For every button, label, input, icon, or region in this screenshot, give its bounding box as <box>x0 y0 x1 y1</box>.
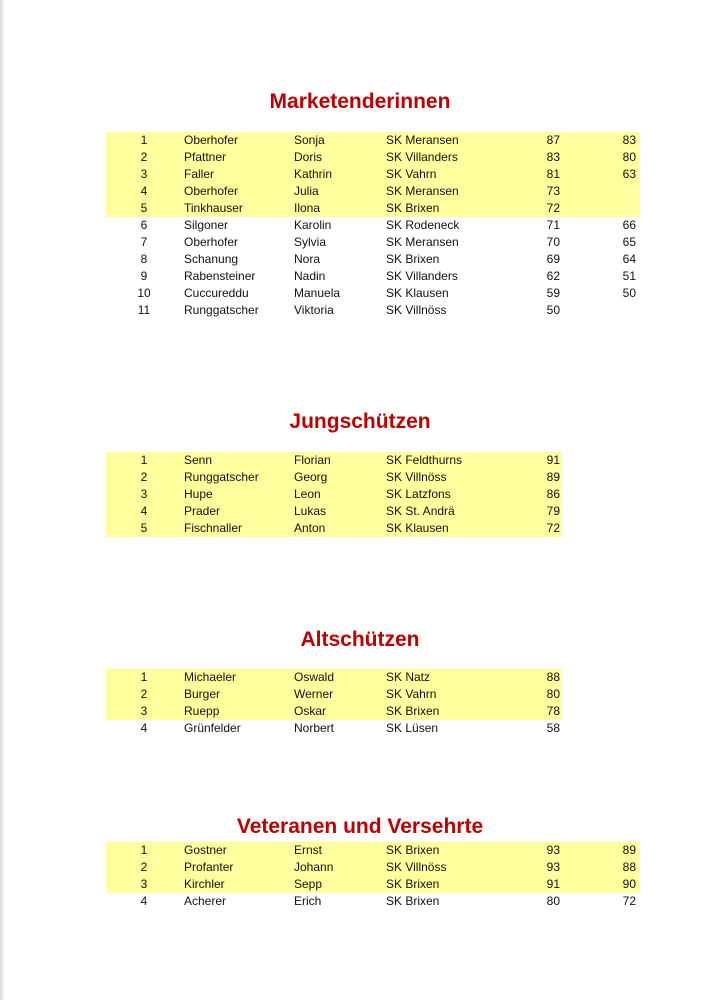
last-name-cell: Burger <box>184 687 221 701</box>
table-row <box>106 149 640 166</box>
club-cell: SK Klausen <box>386 521 449 535</box>
score-1-cell: 86 <box>546 487 560 501</box>
first-name-cell: Florian <box>294 453 331 467</box>
table-row <box>106 234 640 251</box>
club-cell: SK Natz <box>386 670 431 684</box>
last-name-cell: Acherer <box>184 894 227 908</box>
rank-cell: 3 <box>140 704 148 718</box>
club-cell: SK Brixen <box>386 894 440 908</box>
last-name-cell: Runggatscher <box>184 470 259 484</box>
first-name-cell: Julia <box>294 184 319 198</box>
section-title: Jungschützen <box>289 410 431 433</box>
score-1-cell: 71 <box>546 218 560 232</box>
score-1-cell: 58 <box>546 721 560 735</box>
score-1-cell: 72 <box>546 201 560 215</box>
score-1-cell: 89 <box>546 470 560 484</box>
club-cell: SK Klausen <box>386 286 449 300</box>
first-name-cell: Ilona <box>294 201 321 215</box>
table-row <box>106 520 562 537</box>
rank-cell: 7 <box>140 235 148 249</box>
rank-cell: 1 <box>140 453 148 467</box>
table-row <box>106 452 562 469</box>
table-row <box>106 686 562 703</box>
first-name-cell: Sylvia <box>294 235 327 249</box>
last-name-cell: Gostner <box>184 843 227 857</box>
last-name-cell: Ruepp <box>184 704 220 718</box>
score-1-cell: 80 <box>546 687 560 701</box>
last-name-cell: Grünfelder <box>184 721 241 735</box>
score-1-cell: 73 <box>546 184 560 198</box>
club-cell: SK Vahrn <box>386 167 437 181</box>
club-cell: SK Meransen <box>386 184 459 198</box>
last-name-cell: Oberhofer <box>184 235 239 249</box>
score-1-cell: 59 <box>546 286 560 300</box>
score-1-cell: 83 <box>546 150 560 164</box>
table-row <box>106 720 562 737</box>
first-name-cell: Anton <box>294 521 326 535</box>
score-2-cell: 80 <box>622 150 636 164</box>
rank-cell: 2 <box>140 470 148 484</box>
results-table <box>106 132 640 319</box>
rank-cell: 4 <box>140 504 148 518</box>
score-1-cell: 62 <box>546 269 560 283</box>
score-2-cell: 89 <box>622 843 636 857</box>
club-cell: SK Lüsen <box>386 721 439 735</box>
first-name-cell: Georg <box>294 470 328 484</box>
last-name-cell: Michaeler <box>184 670 237 684</box>
score-2-cell: 63 <box>622 167 636 181</box>
score-2-cell: 64 <box>622 252 636 266</box>
score-1-cell: 93 <box>546 860 560 874</box>
last-name-cell: Oberhofer <box>184 184 239 198</box>
rank-cell: 10 <box>137 286 151 300</box>
first-name-cell: Kathrin <box>294 167 333 181</box>
section-title: Marketenderinnen <box>269 90 451 113</box>
score-2-cell: 72 <box>622 894 636 908</box>
last-name-cell: Tinkhauser <box>184 201 243 215</box>
table-row <box>106 285 640 302</box>
table-row <box>106 893 640 910</box>
club-cell: SK Villnöss <box>386 303 447 317</box>
results-table <box>106 452 562 537</box>
club-cell: SK Brixen <box>386 201 440 215</box>
score-1-cell: 70 <box>546 235 560 249</box>
last-name-cell: Schanung <box>184 252 239 266</box>
rank-cell: 9 <box>140 269 148 283</box>
club-cell: SK Brixen <box>386 843 440 857</box>
score-1-cell: 87 <box>546 133 560 147</box>
table-row <box>106 859 640 876</box>
rank-cell: 5 <box>140 521 148 535</box>
club-cell: SK Villnöss <box>386 860 447 874</box>
table-row <box>106 251 640 268</box>
table-row <box>106 842 640 859</box>
first-name-cell: Norbert <box>294 721 335 735</box>
rank-cell: 1 <box>140 843 148 857</box>
club-cell: SK Villanders <box>386 150 458 164</box>
score-1-cell: 91 <box>546 877 560 891</box>
score-2-cell: 90 <box>622 877 636 891</box>
score-1-cell: 88 <box>546 670 560 684</box>
score-2-cell: 51 <box>622 269 636 283</box>
first-name-cell: Doris <box>294 150 323 164</box>
last-name-cell: Silgoner <box>184 218 229 232</box>
club-cell: SK Brixen <box>386 704 440 718</box>
table-row <box>106 132 640 149</box>
first-name-cell: Leon <box>294 487 321 501</box>
club-cell: SK Meransen <box>386 133 459 147</box>
score-2-cell: 88 <box>622 860 636 874</box>
results-table <box>106 669 562 737</box>
rank-cell: 6 <box>140 218 148 232</box>
last-name-cell: Profanter <box>184 860 234 874</box>
club-cell: SK Feldthurns <box>386 453 463 467</box>
rank-cell: 1 <box>140 670 148 684</box>
first-name-cell: Lukas <box>294 504 327 518</box>
last-name-cell: Hupe <box>184 487 213 501</box>
first-name-cell: Werner <box>294 687 334 701</box>
score-1-cell: 50 <box>546 303 560 317</box>
club-cell: SK St. Andrä <box>386 504 455 518</box>
score-1-cell: 80 <box>546 894 560 908</box>
rank-cell: 8 <box>140 252 148 266</box>
club-cell: SK Meransen <box>386 235 459 249</box>
table-row <box>106 302 640 319</box>
score-2-cell: 83 <box>622 133 636 147</box>
club-cell: SK Latzfons <box>386 487 451 501</box>
rank-cell: 5 <box>140 201 148 215</box>
table-row <box>106 200 640 217</box>
rank-cell: 4 <box>140 721 148 735</box>
first-name-cell: Manuela <box>294 286 341 300</box>
rank-cell: 2 <box>140 150 148 164</box>
rank-cell: 11 <box>137 303 151 317</box>
rank-cell: 3 <box>140 167 148 181</box>
last-name-cell: Senn <box>184 453 213 467</box>
score-2-cell: 66 <box>622 218 636 232</box>
last-name-cell: Fischnaller <box>184 521 243 535</box>
rank-cell: 4 <box>140 894 148 908</box>
table-row <box>106 486 562 503</box>
club-cell: SK Villnöss <box>386 470 447 484</box>
score-2-cell: 50 <box>622 286 636 300</box>
rank-cell: 2 <box>140 860 148 874</box>
score-1-cell: 69 <box>546 252 560 266</box>
section-title: Altschützen <box>300 628 420 651</box>
club-cell: SK Brixen <box>386 252 440 266</box>
page-edge-shadow <box>0 0 4 1000</box>
section-title: Veteranen und Versehrte <box>236 815 484 838</box>
first-name-cell: Erich <box>294 894 322 908</box>
club-cell: SK Villanders <box>386 269 458 283</box>
last-name-cell: Kirchler <box>184 877 225 891</box>
first-name-cell: Viktoria <box>294 303 334 317</box>
table-row <box>106 669 562 686</box>
first-name-cell: Oswald <box>294 670 335 684</box>
first-name-cell: Ernst <box>294 843 323 857</box>
table-row <box>106 469 562 486</box>
last-name-cell: Faller <box>184 167 215 181</box>
last-name-cell: Cuccureddu <box>184 286 249 300</box>
last-name-cell: Rabensteiner <box>184 269 256 283</box>
table-row <box>106 217 640 234</box>
score-1-cell: 93 <box>546 843 560 857</box>
table-row <box>106 703 562 720</box>
first-name-cell: Sepp <box>294 877 323 891</box>
last-name-cell: Oberhofer <box>184 133 239 147</box>
first-name-cell: Johann <box>294 860 334 874</box>
first-name-cell: Nora <box>294 252 321 266</box>
score-1-cell: 79 <box>546 504 560 518</box>
results-table <box>106 842 640 910</box>
score-1-cell: 81 <box>546 167 560 181</box>
first-name-cell: Oskar <box>294 704 327 718</box>
score-1-cell: 72 <box>546 521 560 535</box>
first-name-cell: Sonja <box>294 133 325 147</box>
last-name-cell: Pfattner <box>184 150 227 164</box>
rank-cell: 1 <box>140 133 148 147</box>
table-row <box>106 503 562 520</box>
last-name-cell: Runggatscher <box>184 303 259 317</box>
last-name-cell: Prader <box>184 504 221 518</box>
club-cell: SK Rodeneck <box>386 218 460 232</box>
club-cell: SK Brixen <box>386 877 440 891</box>
rank-cell: 3 <box>140 487 148 501</box>
table-row <box>106 183 640 200</box>
score-2-cell: 65 <box>622 235 636 249</box>
rank-cell: 4 <box>140 184 148 198</box>
table-row <box>106 268 640 285</box>
first-name-cell: Nadin <box>294 269 326 283</box>
rank-cell: 3 <box>140 877 148 891</box>
table-row <box>106 166 640 183</box>
table-row <box>106 876 640 893</box>
score-1-cell: 91 <box>546 453 560 467</box>
score-1-cell: 78 <box>546 704 560 718</box>
first-name-cell: Karolin <box>294 218 332 232</box>
club-cell: SK Vahrn <box>386 687 437 701</box>
rank-cell: 2 <box>140 687 148 701</box>
